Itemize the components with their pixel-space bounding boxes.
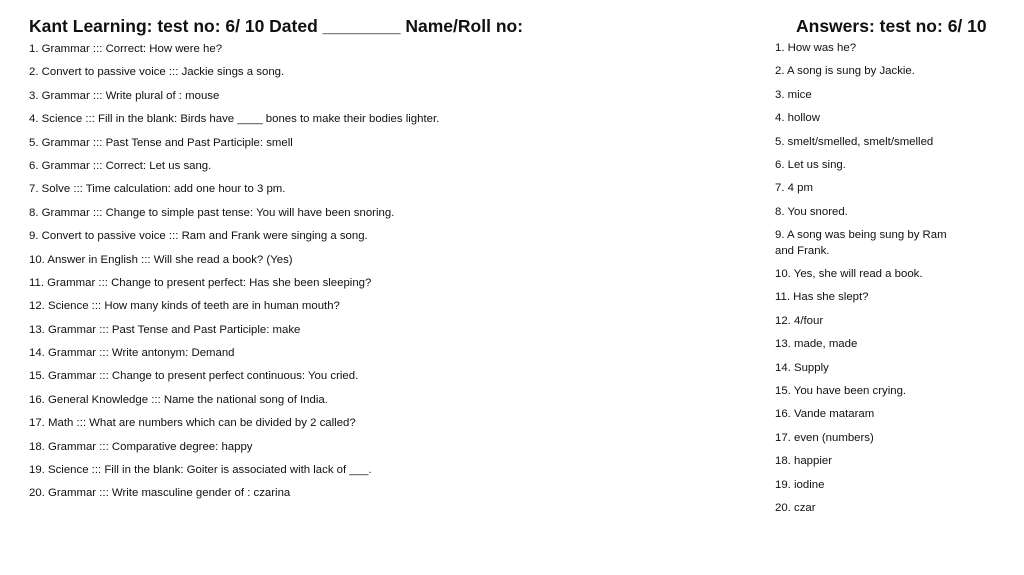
question-item: 18. Grammar ::: Comparative degree: happy bbox=[29, 440, 253, 453]
question-item: 20. Grammar ::: Write masculine gender of : czarina bbox=[29, 487, 291, 500]
answer-item: 15. You have been crying. bbox=[775, 384, 907, 397]
question-item: 3. Grammar ::: Write plural of : mouse bbox=[29, 89, 220, 102]
answer-item: 14. Supply bbox=[775, 361, 829, 374]
question-item: 17. Math ::: What are numbers which can be divided by 2 called? bbox=[29, 417, 356, 430]
question-item: 7. Solve ::: Time calculation: add one hour to 3 pm. bbox=[29, 183, 286, 196]
question-item: 16. General Knowledge ::: Name the national song of India. bbox=[29, 393, 328, 406]
answer-item: 9. A song was being sung by Ram and Frank. bbox=[775, 229, 947, 257]
answer-item: 4. hollow bbox=[775, 112, 820, 125]
question-item: 14. Grammar ::: Write antonym: Demand bbox=[29, 347, 235, 360]
question-item: 9. Convert to passive voice ::: Ram and Frank were singing a song. bbox=[29, 230, 368, 243]
answer-item: 12. 4/four bbox=[775, 314, 824, 327]
question-item: 4. Science ::: Fill in the blank: Birds have ____ bones to make their bodies lighter. bbox=[29, 113, 440, 126]
answer-item: 3. mice bbox=[775, 88, 812, 101]
answer-item: 13. made, made bbox=[775, 338, 858, 351]
answer-item: 7. 4 pm bbox=[775, 182, 813, 195]
question-item: 10. Answer in English ::: Will she read a book? (Yes) bbox=[29, 253, 293, 266]
answer-item: 11. Has she slept? bbox=[775, 291, 869, 304]
question-item: 5. Grammar ::: Past Tense and Past Participle: smell bbox=[29, 136, 293, 149]
question-item: 13. Grammar ::: Past Tense and Past Participle: make bbox=[29, 323, 301, 336]
test-title: Kant Learning: test no: 6/ 10 Dated ________ Name/Roll no: bbox=[29, 16, 524, 36]
question-item: 15. Grammar ::: Change to present perfect continuous: You cried. bbox=[29, 370, 359, 383]
answer-item: 18. happier bbox=[775, 455, 832, 468]
answer-item: 19. iodine bbox=[775, 478, 825, 491]
question-item: 8. Grammar ::: Change to simple past tense: You will have been snoring. bbox=[29, 206, 395, 219]
answer-item: 5. smelt/smelled, smelt/smelled bbox=[775, 135, 934, 148]
answer-item: 20. czar bbox=[775, 501, 816, 514]
answers-title: Answers: test no: 6/ 10 bbox=[796, 16, 987, 36]
answer-item: 10. Yes, she will read a book. bbox=[775, 268, 923, 281]
answer-item: 6. Let us sing. bbox=[775, 158, 846, 171]
question-item: 6. Grammar ::: Correct: Let us sang. bbox=[29, 159, 212, 172]
question-list bbox=[29, 41, 749, 509]
answer-item: 1. How was he? bbox=[775, 42, 857, 54]
answer-item: 8. You snored. bbox=[775, 205, 848, 218]
question-item: 19. Science ::: Fill in the blank: Goiter is associated with lack of ___. bbox=[29, 464, 372, 477]
question-item: 2. Convert to passive voice ::: Jackie sings a song. bbox=[29, 66, 285, 79]
question-item: 12. Science ::: How many kinds of teeth are in human mouth? bbox=[29, 300, 340, 313]
question-item: 1. Grammar ::: Correct: How were he? bbox=[29, 43, 223, 55]
answer-list bbox=[775, 41, 955, 524]
answer-item: 2. A song is sung by Jackie. bbox=[775, 65, 915, 78]
question-item: 11. Grammar ::: Change to present perfect: Has she been sleeping? bbox=[29, 276, 372, 289]
answer-item: 17. even (numbers) bbox=[775, 431, 874, 444]
answer-item: 16. Vande mataram bbox=[775, 408, 875, 421]
